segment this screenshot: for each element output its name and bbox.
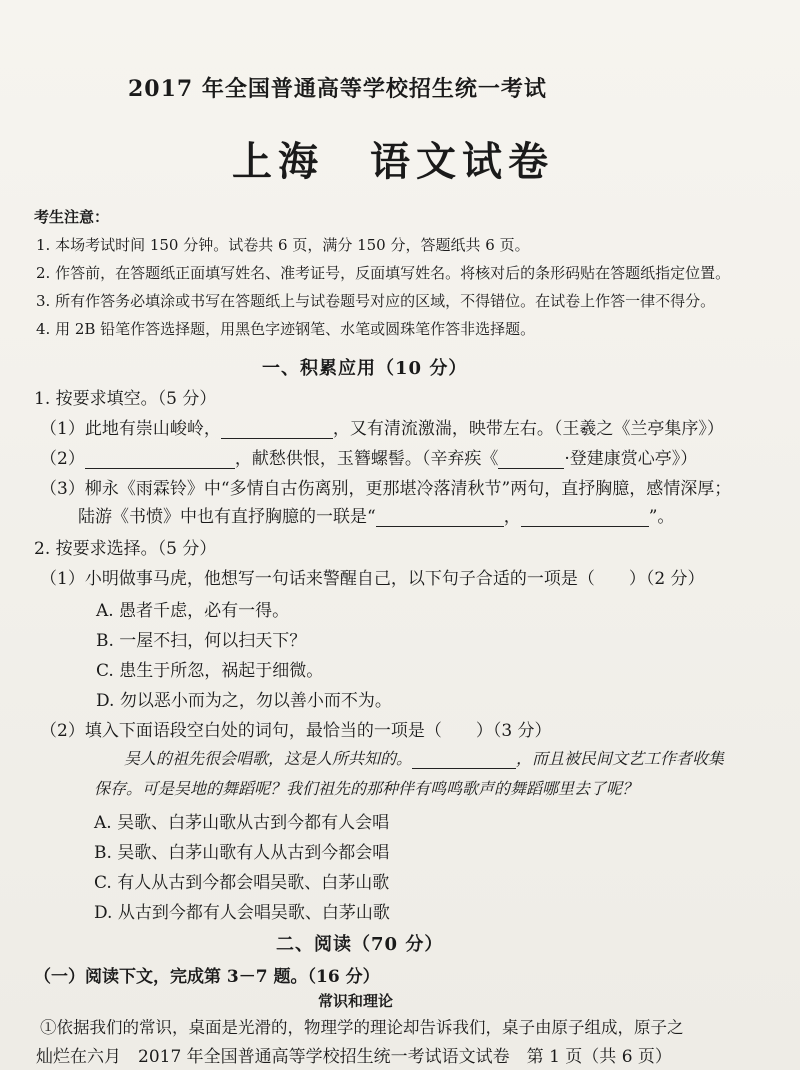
passage-line-2: 保存。可是吴地的舞蹈呢？我们祖先的那种伴有鸣鸣歌声的舞蹈哪里去了呢？ (94, 779, 639, 798)
reading-part-1-heading: （一）阅读下文，完成第 3－7 题。（16 分） (34, 967, 380, 987)
q1-line-2 (40, 444, 697, 469)
q2-sub1-option-b: B. 一屋不扫，何以扫天下？ (96, 631, 307, 651)
section-1-title: 一、积累应用（10 分） (262, 358, 468, 379)
q1-line-3: （3）柳永《雨霖铃》中“多情自古伤离别，更那堪冷落清秋节”两句，直抒胸臆，感情深厚； (40, 479, 732, 499)
q2-sub2-option-b: B. 吴歌、白茅山歌有人从古到今都会唱 (94, 843, 390, 863)
q2-stem: 2. 按要求选择。（5 分） (34, 539, 217, 559)
exam-title: 2017 年全国普通高等学校招生统一考试 (128, 76, 547, 102)
q1-line-2-post: ·登建康赏心亭》） (564, 449, 698, 469)
answer-blank[interactable] (521, 508, 649, 527)
q1-line-1-pre: （1）此地有崇山峻岭， (40, 419, 221, 439)
answer-blank[interactable] (85, 450, 235, 469)
notice-item-1: 1. 本场考试时间 150 分钟。试卷共 6 页，满分 150 分，答题纸共 6 页。 (36, 236, 530, 254)
answer-blank[interactable] (498, 450, 564, 469)
page-footer: 灿烂在六月 2017 年全国普通高等学校招生统一考试语文试卷 第 1 页（共 6 页） (36, 1047, 672, 1067)
q1-line-2-pre: （2） (40, 449, 85, 469)
q2-sub2-option-a: A. 吴歌、白茅山歌从古到今都有人会唱 (94, 813, 390, 833)
notice-item-4: 4. 用 2B 铅笔作答选择题，用黑色字迹钢笔、水笔或圆珠笔作答非选择题。 (36, 320, 536, 338)
q1-line-2-mid: ，献愁供恨，玉簪螺髻。（辛弃疾《 (234, 449, 499, 469)
q2-sub1-option-a: A. 愚者千虑，必有一得。 (96, 601, 290, 621)
q1-line-4-mid: ， (503, 507, 521, 527)
subject-title: 上海 语文试卷 (232, 138, 554, 185)
notice-item-3: 3. 所有作答务必填涂或书写在答题纸上与试卷题号对应的区域，不得错位。在试卷上作答一律不得分。 (36, 292, 716, 310)
q2-sub2: （2）填入下面语段空白处的词句，最恰当的一项是（ ）（3 分） (40, 721, 552, 741)
passage-part-1: 吴人的祖先很会唱歌，这是人所共知的。 (124, 749, 413, 768)
notice-item-2: 2. 作答前，在答题纸正面填写姓名、准考证号，反面填写姓名。将核对后的条形码贴在答题纸指定位置。 (36, 264, 731, 282)
answer-blank[interactable] (376, 508, 504, 527)
q2-sub2-option-c: C. 有人从古到今都会唱吴歌、白茅山歌 (94, 873, 390, 893)
q1-stem: 1. 按要求填空。（5 分） (34, 389, 217, 409)
q1-line-1 (40, 414, 724, 439)
q1-line-1-post: ，又有清流激湍，映带左右。（王羲之《兰亭集序》） (332, 419, 724, 439)
q1-line-4-post: ”。 (648, 507, 675, 527)
q2-sub2-option-d: D. 从古到今都有人会唱吴歌、白茅山歌 (94, 903, 390, 923)
passage-part-2: ，而且被民间文艺工作者收集 (516, 749, 725, 768)
q2-sub1-option-c: C. 患生于所忽，祸起于细微。 (96, 661, 324, 681)
article-paragraph-1: ①依据我们的常识，桌面是光滑的，物理学的理论却告诉我们，桌子由原子组成，原子之 (40, 1018, 684, 1037)
section-2-title: 二、阅读（70 分） (276, 934, 444, 955)
passage-line-1 (124, 746, 724, 769)
notice-heading: 考生注意： (34, 208, 110, 226)
answer-blank[interactable] (221, 420, 333, 439)
q1-line-4-pre: 陆游《书愤》中也有直抒胸臆的一联是“ (78, 507, 376, 527)
q2-sub1: （1）小明做事马虎，他想写一句话来警醒自己，以下句子合适的一项是（ ）（2 分） (40, 569, 705, 589)
q1-line-4 (78, 502, 674, 527)
q2-sub1-option-d: D. 勿以恶小而为之，勿以善小而不为。 (96, 691, 392, 711)
answer-blank[interactable] (412, 750, 516, 769)
article-title: 常识和理论 (318, 992, 394, 1010)
